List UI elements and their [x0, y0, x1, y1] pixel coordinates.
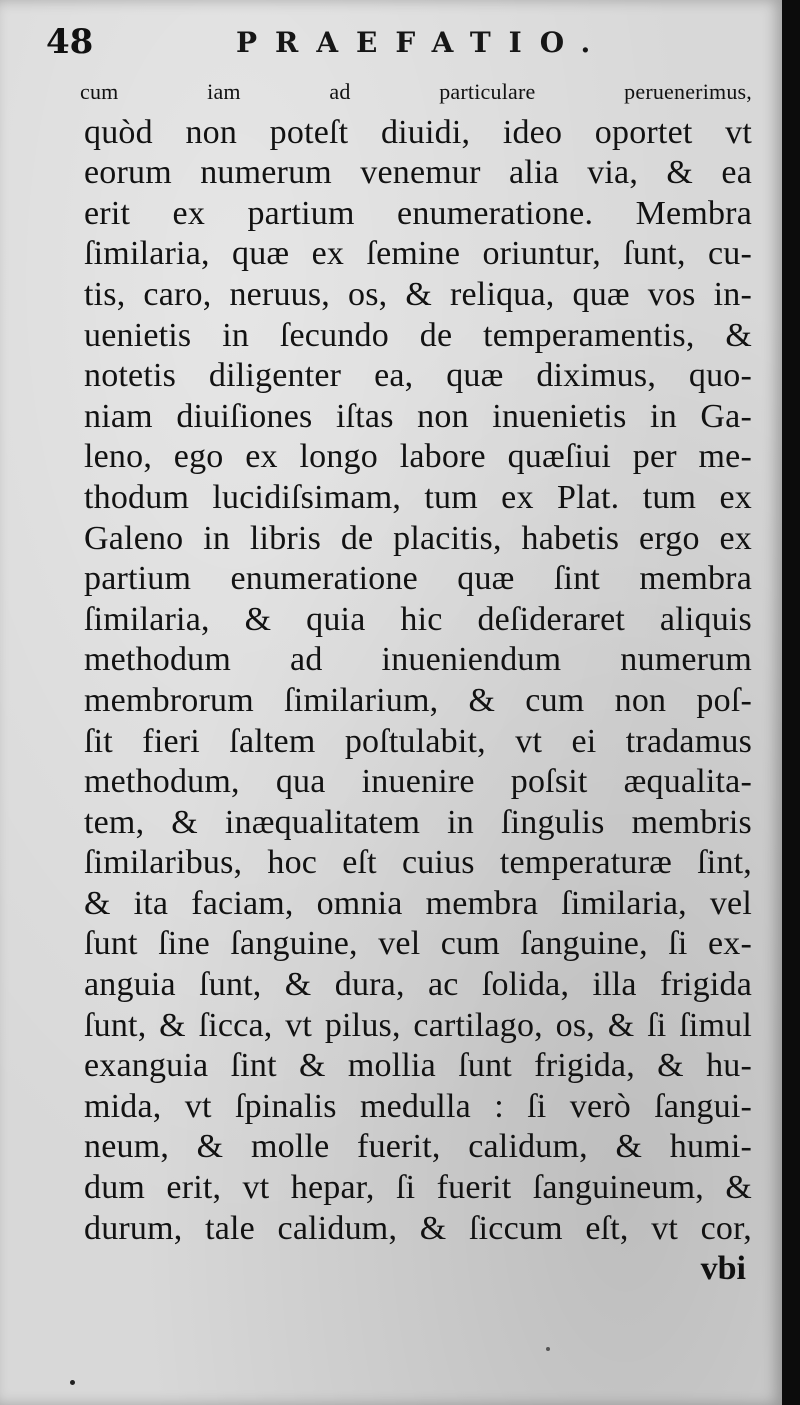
text-line: ſunt ſine ſanguine, vel cum ſanguine, ſi ex- [84, 925, 752, 963]
text-line: tem, & inæqualitatem in ſingulis membris [84, 803, 752, 841]
text-line: ſit fieri ſaltem poſtulabit, vt ei tradamus [84, 722, 752, 760]
text-line: methodum, qua inuenire poſsit æqualita- [84, 763, 752, 801]
text-line: neum, & molle fuerit, calidum, & humi- [84, 1128, 752, 1166]
text-line: quòd non poteſt diuidi, ideo oportet vt [84, 113, 752, 151]
text-line: ſimilaribus, hoc eſt cuius temperaturæ ſint, [84, 844, 752, 882]
text-line: niam diuiſiones iſtas non inuenietis in Ga- [84, 397, 752, 435]
text-line: thodum lucidiſsimam, tum ex Plat. tum ex [84, 478, 752, 516]
text-line: ſimilaria, & quia hic deſideraret aliquis [84, 600, 752, 638]
ink-speck [546, 1347, 550, 1351]
text-line: membrorum ſimilarium, & cum non poſ- [84, 681, 752, 719]
text-line: partium enumeratione quæ ſint membra [84, 560, 752, 598]
catchword-row [84, 1249, 752, 1290]
text-line: tis, caro, neruus, os, & reliqua, quæ vos in- [84, 275, 752, 313]
text-line: ſimilaria, quæ ex ſemine oriuntur, ſunt, cu- [84, 235, 752, 273]
text-line: dum erit, vt hepar, ſi fuerit ſanguineum, & [84, 1169, 752, 1207]
text-line: leno, ego ex longo labore quæſiui per me- [84, 438, 752, 476]
text-line: durum, tale calidum, & ſiccum eſt, vt cor, [84, 1209, 752, 1247]
text-line: mida, vt ſpinalis medulla : ſi verò ſangui- [84, 1087, 752, 1125]
running-head: PRAEFATIO. [236, 26, 609, 59]
page-header [46, 22, 746, 62]
text-line: ſunt, & ſicca, vt pilus, cartilago, os, & ſi ſimul [84, 1006, 752, 1044]
ink-speck [70, 1380, 75, 1385]
text-line: uenietis in ſecundo de temperamentis, & [84, 316, 752, 354]
text-line: & ita faciam, omnia membra ſimilaria, vel [84, 884, 752, 922]
text-line: anguia ſunt, & dura, ac ſolida, illa frigida [84, 966, 752, 1004]
text-line: erit ex partium enumeratione. Membra [84, 194, 752, 232]
catchword: vbi [700, 1250, 746, 1288]
text-line: methodum ad inueniendum numerum [84, 641, 752, 679]
text-line: Galeno in libris de placitis, habetis ergo ex [84, 519, 752, 557]
text-line: cum iam ad particulare peruenerimus, [80, 79, 752, 104]
body-text [80, 72, 752, 1290]
text-line: notetis diligenter ea, quæ diximus, quo- [84, 357, 752, 395]
text-line: exanguia ſint & mollia ſunt frigida, & hu- [84, 1047, 752, 1085]
text-line: eorum numerum venemur alia via, & ea [84, 154, 752, 192]
page-number: 48 [46, 22, 94, 62]
page-edge-shadow [782, 0, 800, 1405]
